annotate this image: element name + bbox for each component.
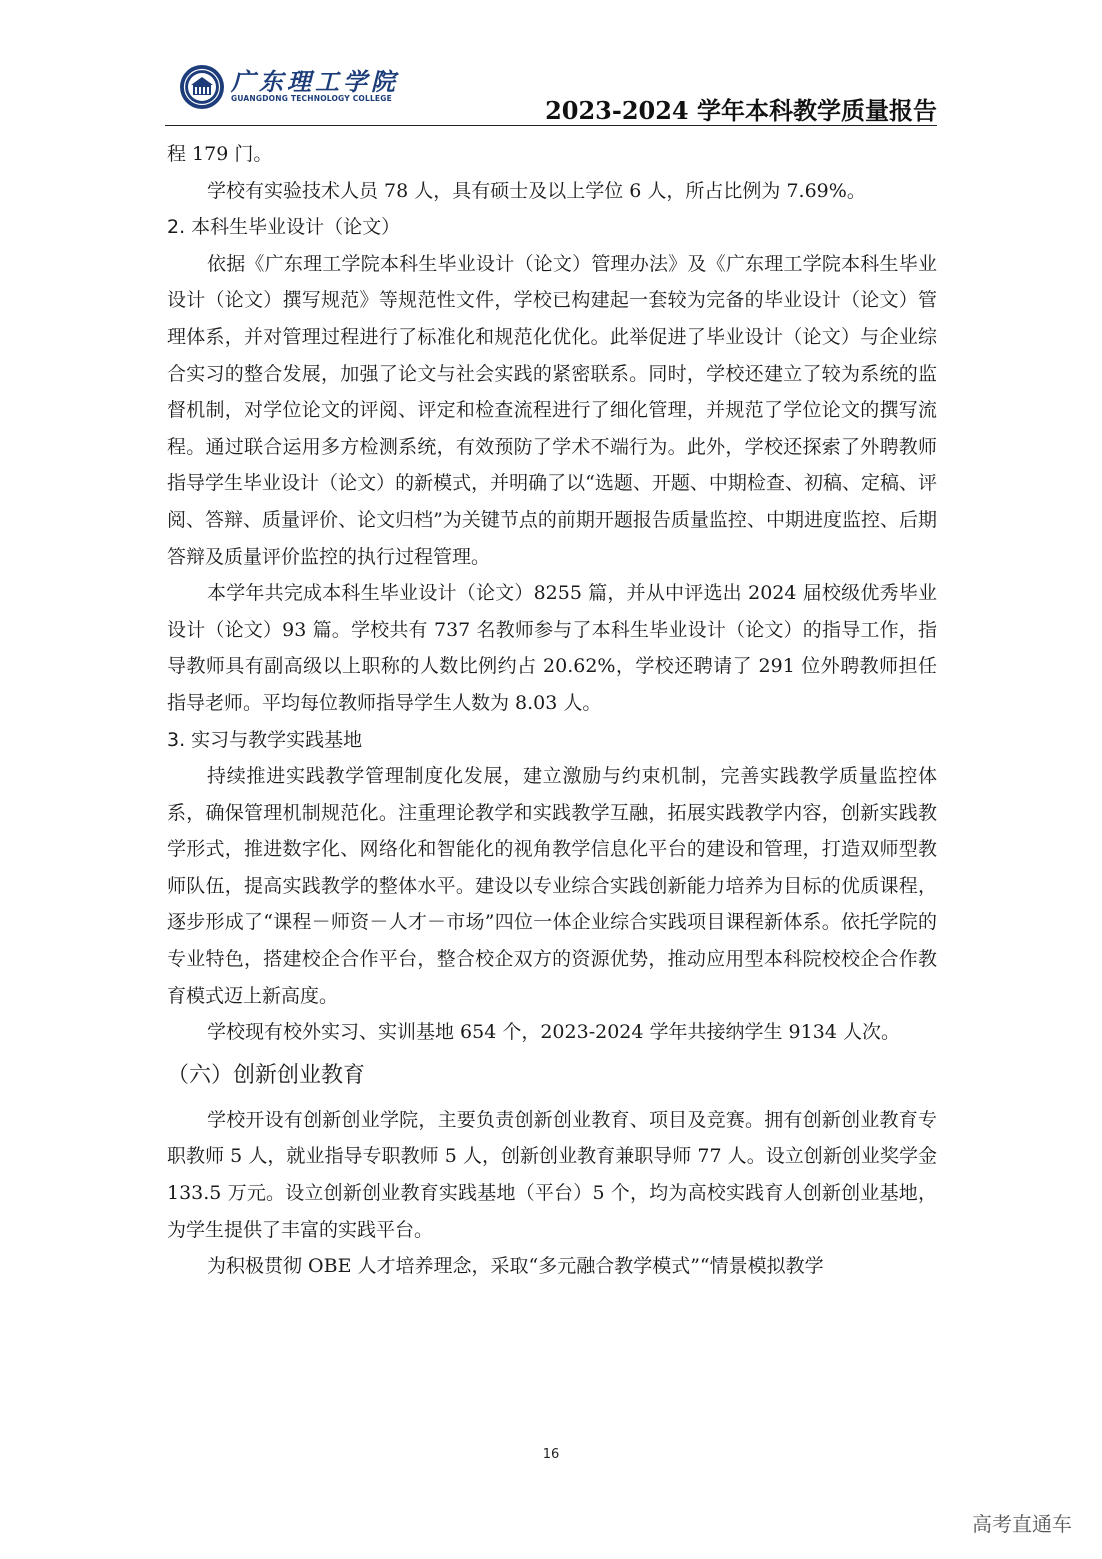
- school-emblem-icon: [179, 64, 225, 110]
- paragraph: 为积极贯彻 OBE 人才培养理念，采取“多元融合教学模式”“情景模拟教学: [207, 1255, 824, 1278]
- document-body: [167, 136, 937, 1285]
- subsection-heading: 2. 本科生毕业设计（论文）: [167, 216, 401, 239]
- page-number: 16: [542, 1447, 560, 1462]
- header-divider: [165, 125, 937, 126]
- paragraph: 本学年共完成本科生毕业设计（论文）8255 篇，并从中评选出 2024 届校级优秀毕业设计（论文）93 篇。学校共有 737 名教师参与了本科生毕业设计（论文）的指导工作，指导教师具有副高级以上职称的人数比例约占 20.62%，学校还聘请了 291 位外聘教师担任指导老师。平均每位教师指导学生人数为 8.03 人。: [167, 582, 937, 714]
- paragraph: 学校现有校外实习、实训基地 654 个，2023-2024 学年共接纳学生 9134 人次。: [207, 1021, 900, 1044]
- school-name-cn: 广东理工学院: [231, 67, 399, 96]
- paragraph: 程 179 门。: [167, 143, 273, 165]
- paragraph: 学校有实验技术人员 78 人，具有硕士及以上学位 6 人，所占比例为 7.69%。: [207, 179, 866, 202]
- paragraph: 依据《广东理工学院本科生毕业设计（论文）管理办法》及《广东理工学院本科生毕业设计（论文）撰写规范》等规范性文件，学校已构建起一套较为完备的毕业设计（论文）管理体系，并对管理过程进行了标准化和规范化优化。此举促进了毕业设计（论文）与企业综合实习的整合发展，加强了论文与社会实践的紧密联系。同时，学校还建立了较为系统的监督机制，对学位论文的评阅、评定和检查流程进行了细化管理，并规范了学位论文的撰写流程。通过联合运用多方检测系统，有效预防了学术不端行为。此外，学校还探索了外聘教师指导学生毕业设计（论文）的新模式，并明确了以“选题、开题、中期检查、初稿、定稿、评阅、答辩、质量评价、论文归档”为关键节点的前期开题报告质量监控、中期进度监控、后期答辩及质量评价监控的执行过程管理。: [167, 252, 937, 568]
- paragraph: 持续推进实践教学管理制度化发展，建立激励与约束机制，完善实践教学质量监控体系，确保管理机制规范化。注重理论教学和实践教学互融，拓展实践教学内容，创新实践教学形式，推进数字化、网络化和智能化的视角教学信息化平台的建设和管理，打造双师型教师队伍，提高实践教学的整体水平。建设以专业综合实践创新能力培养为目标的优质课程，逐步形成了“课程－师资－人才－市场”四位一体企业综合实践项目课程新体系。依托学院的专业特色，搭建校企合作平台，整合校企双方的资源优势，推动应用型本科院校校企合作教育模式迈上新高度。: [167, 765, 937, 1007]
- subsection-heading: 3. 实习与教学实践基地: [167, 728, 363, 751]
- paragraph: 学校开设有创新创业学院，主要负责创新创业教育、项目及竞赛。拥有创新创业教育专职教师 5 人，就业指导专职教师 5 人，创新创业教育兼职导师 77 人。设立创新创业奖学金 133.5 万元。设立创新创业教育实践基地（平台）5 个，均为高校实践育人创新创业基地，为学生提供了丰富的实践平台。: [167, 1108, 937, 1241]
- page-header: [165, 58, 937, 126]
- watermark: 高考直通车: [972, 1512, 1072, 1536]
- school-name-en: GUANGDONG TECHNOLOGY COLLEGE: [231, 94, 392, 103]
- section-heading: （六）创新创业教育: [167, 1062, 366, 1088]
- report-title: 2023-2024 学年本科教学质量报告: [545, 96, 937, 125]
